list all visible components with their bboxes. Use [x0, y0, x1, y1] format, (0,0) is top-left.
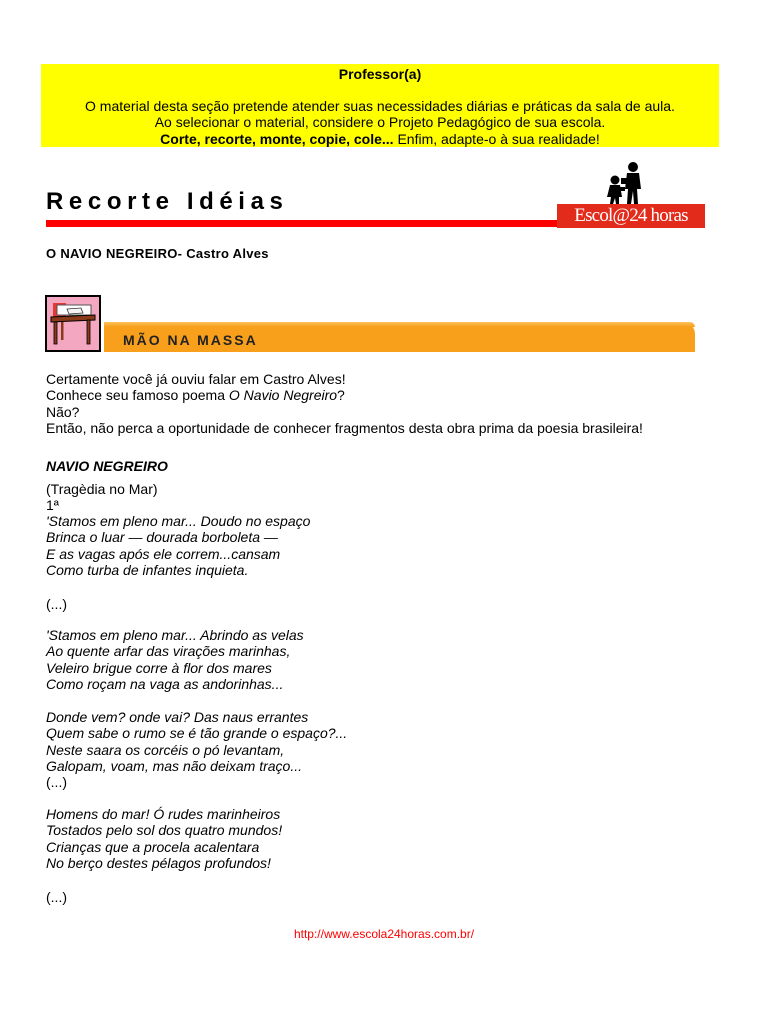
- intro-line-2-start: Conhece seu famoso poema: [46, 387, 229, 404]
- intro-line-2: [46, 387, 643, 403]
- stanza-4: [46, 806, 282, 871]
- stanza-3: [46, 709, 347, 774]
- ellipsis-2: (...): [46, 774, 67, 790]
- section-label: MÃO NA MASSA: [123, 332, 258, 348]
- lesson-subtitle: O NAVIO NEGREIRO- Castro Alves: [46, 246, 269, 261]
- teacher-notice-banner: [41, 64, 719, 147]
- banner-line-1: O material desta seção pretende atender suas necessidades diárias e práticas da sala de aula.: [85, 97, 675, 114]
- banner-line-3-rest: Enfim, adapte-o à sua realidade!: [393, 130, 600, 147]
- footer-url-link[interactable]: http://www.escola24horas.com.br/: [293, 927, 475, 941]
- poem-subtitle: (Tragèdia no Mar): [46, 481, 158, 497]
- verse-line: Brinca o luar — dourada borboleta —: [46, 529, 278, 546]
- poem-header: [46, 481, 158, 514]
- desk-icon: [45, 295, 101, 352]
- banner-line-3: [41, 131, 719, 148]
- children-reading-icon: [601, 158, 651, 206]
- verse-line: Ao quente arfar das virações marinhas,: [46, 643, 291, 660]
- poem-name-italic: O Navio Negreiro: [228, 387, 338, 404]
- banner-line-2: Ao selecionar o material, considere o Projeto Pedagógico de sua escola.: [154, 114, 606, 130]
- poem-part-number: 1ª: [46, 497, 59, 514]
- logo-text: Escol@24 horas: [574, 205, 688, 226]
- intro-line-3: Não?: [46, 403, 80, 420]
- verse-line: Veleiro brigue corre à flor dos mares: [46, 659, 272, 676]
- verse-line: Como roçam na vaga as andorinhas...: [46, 675, 284, 692]
- verse-line: No berço destes pélagos profundos!: [46, 854, 271, 871]
- poem-title: NAVIO NEGREIRO: [46, 458, 168, 474]
- verse-line: 'Stamos em pleno mar... Doudo no espaço: [46, 513, 311, 529]
- verse-line: Como turba de infantes inquieta.: [46, 561, 249, 578]
- verse-line: Galopam, voam, mas não deixam traço...: [46, 757, 302, 774]
- ellipsis-3: (...): [46, 889, 67, 905]
- intro-text: [46, 371, 643, 436]
- verse-line: Homens do mar! Ó rudes marinheiros: [46, 806, 281, 822]
- intro-line-1: Certamente você já ouviu falar em Castro Alves!: [46, 371, 346, 387]
- verse-line: Donde vem? onde vai? Das naus errantes: [46, 709, 309, 725]
- verse-line: Tostados pelo sol dos quatro mundos!: [46, 822, 283, 839]
- intro-line-4: Então, não perca a oportunidade de conhecer fragmentos desta obra prima da poesia brasileira!: [46, 419, 643, 436]
- banner-title: Professor(a): [338, 66, 422, 82]
- intro-line-2-end: ?: [337, 387, 345, 404]
- escola24horas-logo: [557, 158, 705, 228]
- ellipsis-1: (...): [46, 596, 67, 612]
- verse-line: Crianças que a procela acalentara: [46, 838, 260, 855]
- verse-line: E as vagas após ele correm...cansam: [46, 545, 281, 562]
- verse-line: Neste saara os corcéis o pó levantam,: [46, 741, 285, 758]
- stanza-2: [46, 627, 304, 692]
- title-underline: [46, 220, 558, 227]
- stanza-1: [46, 513, 310, 578]
- verse-line: Quem sabe o rumo se é tão grande o espaço?...: [46, 725, 348, 742]
- page-title: Recorte Idéias: [46, 188, 289, 215]
- verse-line: 'Stamos em pleno mar... Abrindo as velas: [46, 627, 304, 643]
- banner-line-3-bold: Corte, recorte, monte, copie, cole...: [160, 130, 394, 147]
